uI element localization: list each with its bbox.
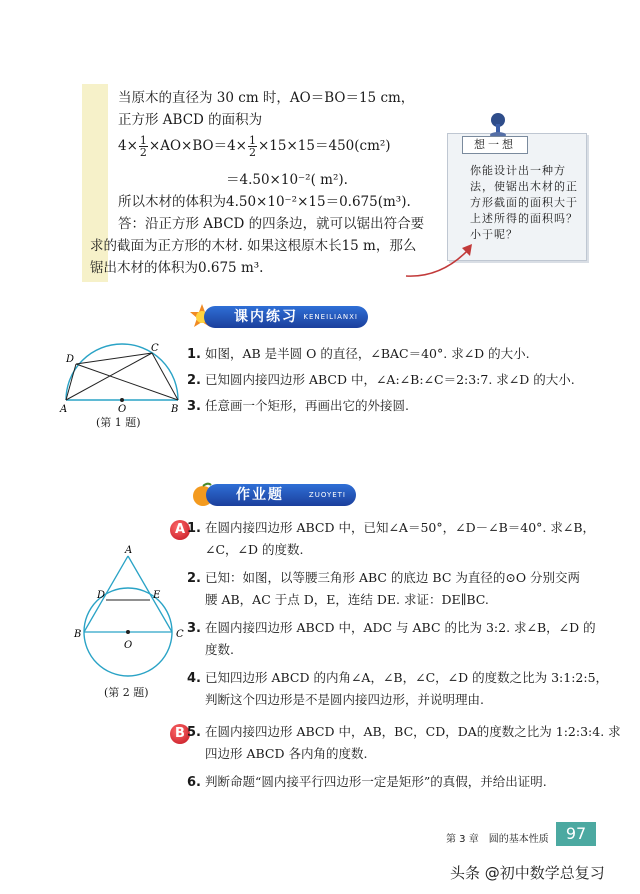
fig2-label-a: A — [125, 545, 133, 556]
solution-line-8: 锯出木材的体积为0.675 m³. — [90, 260, 264, 276]
figure-2-triangle-circle — [70, 544, 190, 686]
homework-item-3-cont: 度数. — [205, 642, 234, 657]
fraction-half: $\frac{1}{2}$ — [139, 134, 147, 159]
fraction-half-2: $\frac{1}{2}$ — [249, 134, 256, 159]
solution-line-2: 正方形 ABCD 的面积为 — [118, 112, 263, 128]
practice-banner-title: 课内练习 — [234, 309, 298, 325]
fig1-label-d: D — [66, 354, 75, 365]
eq-prefix: 4× — [118, 138, 138, 154]
homework-item-5-cont: 四边形 ABCD 各内角的度数. — [205, 746, 368, 761]
fig1-label-c: C — [151, 343, 159, 354]
area-equation — [118, 134, 391, 158]
fig2-label-d: D — [97, 590, 106, 601]
fig1-label-b: B — [171, 404, 179, 415]
homework-item-4-cont: 判断这个四边形是不是圆内接四边形，并说明理由. — [205, 692, 484, 707]
homework-item-5: 5. 在圆内接四边形 ABCD 中，AB，BC，CD，DA的度数之比为 1:2:3:4. 求 — [187, 724, 621, 740]
practice-item-1: 1. 如图，AB 是半圆 O 的直径，∠BAC＝40°. 求∠D 的大小. — [187, 346, 530, 362]
fig1-label-o: O — [118, 404, 127, 415]
practice-banner-pinyin: KENEILIANXI — [303, 313, 358, 321]
curved-arrow-icon — [402, 236, 482, 282]
level-b-badge: B — [170, 724, 190, 744]
eq-tail: ×15×15＝450(cm²) — [258, 138, 391, 154]
figure-2-caption: (第 2 题) — [104, 686, 149, 699]
think-note-title: 想一想 — [462, 136, 528, 154]
homework-item-2: 2. 已知：如图，以等腰三角形 ABC 的底边 BC 为直径的⊙O 分别交两 — [187, 570, 581, 586]
area-equation-line-2: ＝4.50×10⁻²( m²). — [226, 172, 348, 188]
homework-item-1-cont: ∠C，∠D 的度数. — [205, 542, 304, 557]
figure-1-semicircle — [58, 338, 188, 418]
fig2-label-e: E — [153, 590, 161, 601]
homework-item-6: 6. 判断命题“圆内接平行四边形一定是矩形”的真假，并给出证明. — [187, 774, 547, 790]
solution-line-5: 所以木材的体积为4.50×10⁻²×15＝0.675(m³). — [118, 194, 411, 210]
practice-banner — [204, 306, 368, 328]
homework-banner — [206, 484, 356, 506]
watermark: 头条 @初中数学总复习 — [450, 864, 605, 882]
solution-line-1: 当原木的直径为 30 cm 时，AO＝BO＝15 cm， — [118, 90, 415, 106]
fig1-label-a: A — [60, 404, 68, 415]
chapter-footer: 第 3 章 圆的基本性质 — [446, 834, 549, 845]
practice-item-3: 3. 任意画一个矩形，再画出它的外接圆. — [187, 398, 409, 414]
practice-item-2: 2. 已知圆内接四边形 ABCD 中，∠A:∠B:∠C＝2:3:7. 求∠D 的大小. — [187, 372, 575, 388]
fig2-label-o: O — [124, 640, 133, 651]
homework-item-4: 4. 已知四边形 ABCD 的内角∠A，∠B，∠C，∠D 的度数之比为 3:1:2:5， — [187, 670, 609, 686]
figure-1-caption: (第 1 题) — [96, 416, 141, 429]
fig2-label-c: C — [176, 629, 184, 640]
homework-item-1: 1. 在圆内接四边形 ABCD 中，已知∠A＝50°，∠D－∠B＝40°. 求∠B， — [187, 520, 596, 536]
homework-item-3: 3. 在圆内接四边形 ABCD 中，ADC 与 ABC 的比为 3:2. 求∠B，∠D 的 — [187, 620, 596, 636]
level-a-badge: A — [170, 520, 190, 540]
homework-banner-title: 作业题 — [236, 487, 284, 503]
homework-item-2-cont: 腰 AB，AC 于点 D，E，连结 DE. 求证：DE∥BC. — [205, 592, 489, 607]
fig2-label-b: B — [74, 629, 82, 640]
page-number: 97 — [556, 822, 596, 846]
homework-banner-pinyin: ZUOYETI — [308, 491, 346, 499]
eq-mid: ×AO×BO＝4× — [148, 138, 247, 154]
solution-line-6: 答：沿正方形 ABCD 的四条边，就可以锯出符合要 — [118, 216, 425, 232]
think-note-body: 你能设计出一种方法，使锯出木材的正方形截面的面积大于上述所得的面积吗？小于呢？ — [470, 164, 578, 241]
solution-line-7: 求的截面为正方形的木材. 如果这根原木长15 m，那么 — [90, 238, 417, 254]
